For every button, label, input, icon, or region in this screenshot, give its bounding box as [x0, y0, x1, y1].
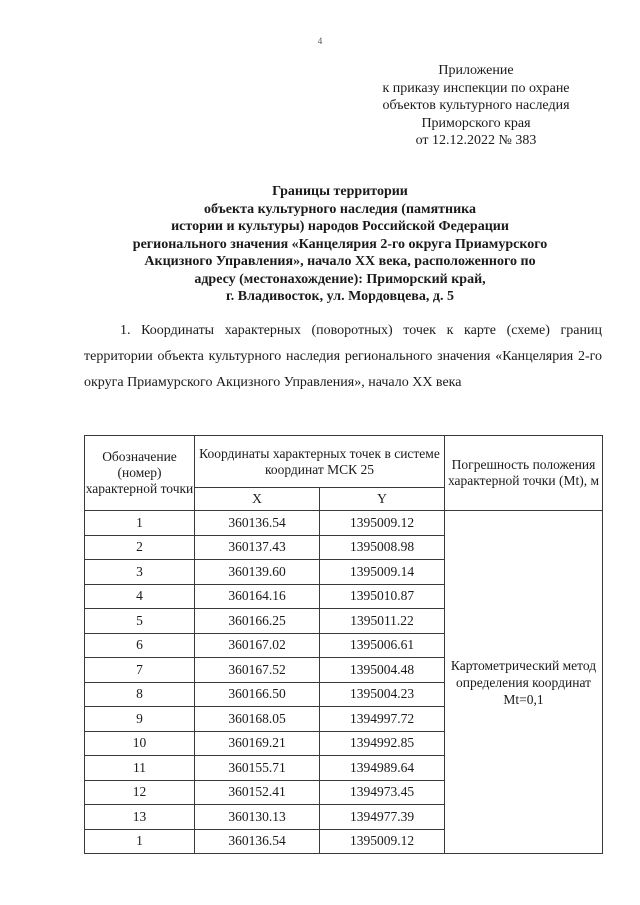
point-number: 13: [85, 805, 195, 830]
title-line: Границы территории: [272, 184, 408, 199]
point-number: 11: [85, 756, 195, 781]
point-number: 7: [85, 658, 195, 683]
page-number: 4: [317, 36, 323, 46]
header-point: Обозначение (номер) характерной точки: [85, 436, 195, 511]
coord-x: 360169.21: [195, 731, 320, 756]
point-number: 1: [85, 511, 195, 536]
appendix-line: объектов культурного наследия: [382, 98, 570, 113]
intro-text: 1. Координаты характерных (поворотных) точек к карте (схеме) границ территории объекта культурного наследия регионального значения «Канцелярия 2-го округа Приамурского Акцизного Управления», начало XX века: [84, 323, 602, 390]
coord-x: 360152.41: [195, 780, 320, 805]
coord-y: 1394977.39: [320, 805, 445, 830]
coord-x: 360130.13: [195, 805, 320, 830]
coord-y: 1394992.85: [320, 731, 445, 756]
table-row: [85, 511, 603, 536]
coord-x: 360137.43: [195, 535, 320, 560]
point-number: 1: [85, 829, 195, 854]
title-line: объекта культурного наследия (памятника: [203, 201, 477, 217]
coordinates-table: [84, 435, 603, 854]
title-line: адресу (местонахождение): Приморский край,: [194, 271, 486, 287]
header-coords: Координаты характерных точек в системе координат МСК 25: [195, 436, 445, 488]
intro-paragraph: [84, 318, 602, 396]
coord-y: 1395008.98: [320, 535, 445, 560]
coord-x: 360168.05: [195, 707, 320, 732]
point-number: 6: [85, 633, 195, 658]
coord-y: 1394973.45: [320, 780, 445, 805]
point-number: 10: [85, 731, 195, 756]
coord-y: 1394997.72: [320, 707, 445, 732]
coord-x: 360167.52: [195, 658, 320, 683]
coord-x: 360164.16: [195, 584, 320, 609]
coord-x: 360136.54: [195, 829, 320, 854]
coord-x: 360166.50: [195, 682, 320, 707]
coord-y: 1395006.61: [320, 633, 445, 658]
appendix-line: Приморского края: [421, 115, 531, 131]
appendix-line: к приказу инспекции по охране: [382, 80, 570, 96]
coord-y: 1395010.87: [320, 584, 445, 609]
coord-x: 360136.54: [195, 511, 320, 536]
coord-x: 360166.25: [195, 609, 320, 634]
coord-y: 1395011.22: [320, 609, 445, 634]
appendix-line: от 12.12.2022 № 383: [415, 133, 537, 148]
title-line: истории и культуры) народов Российской Федерации: [171, 219, 509, 234]
coord-y: 1395009.14: [320, 560, 445, 585]
appendix-block: [358, 62, 594, 150]
header-error: Погрешность положения характерной точки (Mt), м: [445, 436, 603, 511]
coord-x: 360139.60: [195, 560, 320, 585]
point-number: 4: [85, 584, 195, 609]
coord-y: 1395009.12: [320, 829, 445, 854]
coord-x: 360167.02: [195, 633, 320, 658]
point-number: 12: [85, 780, 195, 805]
coord-y: 1395009.12: [320, 511, 445, 536]
coord-x: 360155.71: [195, 756, 320, 781]
method-cell: Картометрический метод определения координат Mt=0,1: [445, 511, 603, 854]
coord-y: 1395004.48: [320, 658, 445, 683]
title-line: регионального значения «Канцелярия 2-го округа Приамурского: [132, 236, 548, 252]
point-number: 8: [85, 682, 195, 707]
document-title: [80, 183, 600, 306]
point-number: 9: [85, 707, 195, 732]
title-line: Акцизного Управления», начало XX века, расположенного по: [144, 254, 536, 269]
header-x: X: [195, 488, 320, 511]
appendix-line: Приложение: [438, 63, 514, 78]
point-number: 3: [85, 560, 195, 585]
coord-y: 1395004.23: [320, 682, 445, 707]
point-number: 2: [85, 535, 195, 560]
header-y: Y: [320, 488, 445, 511]
point-number: 5: [85, 609, 195, 634]
coord-y: 1394989.64: [320, 756, 445, 781]
title-line: г. Владивосток, ул. Мордовцева, д. 5: [226, 289, 454, 304]
